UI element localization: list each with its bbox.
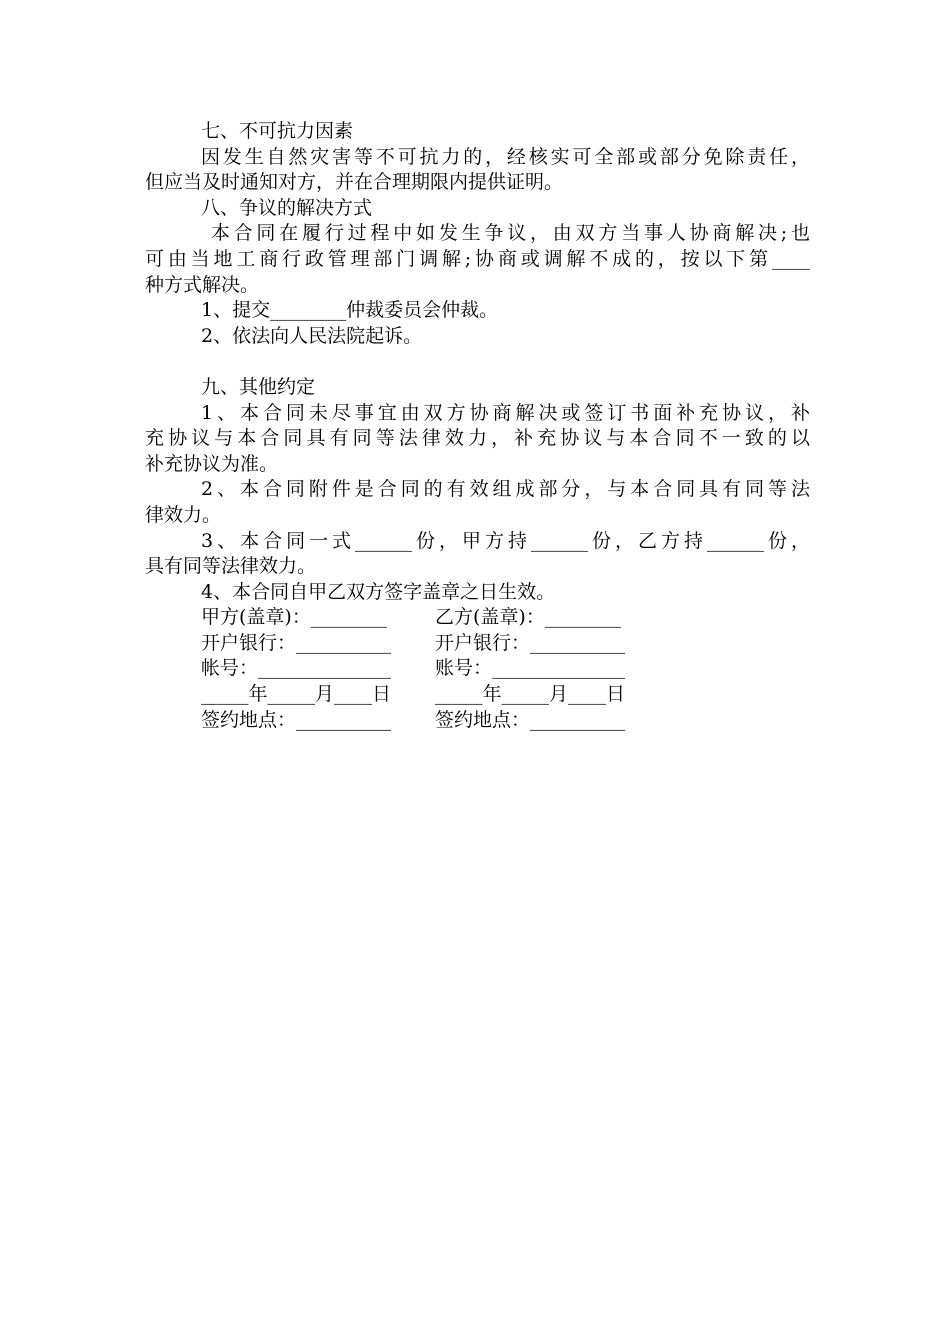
section-heading-dispute: 八、争议的解决方式 — [201, 196, 373, 219]
party-b-bank: 开户银行：__________ — [435, 631, 626, 654]
blank-line — [145, 349, 810, 375]
signature-row-date — [145, 682, 810, 708]
paragraph-line: 1、本合同未尽事宜由双方协商解决或签订书面补充协议，补 — [201, 401, 810, 424]
paragraph-line: 可由当地工商行政管理部门调解;协商或调解不成的，按以下第____ — [145, 247, 810, 270]
signature-row-place — [145, 708, 810, 734]
party-a-bank: 开户银行：__________ — [201, 631, 392, 654]
party-b-account: 账号：______________ — [435, 657, 626, 680]
party-a-date: _____年_____月____日 — [201, 683, 392, 706]
dispute-option: 1、提交________仲裁委员会仲裁。 — [201, 299, 499, 322]
signature-row-bank — [145, 631, 810, 657]
paragraph-line: 3、本合同一式______份，甲方持______份，乙方持______份， — [201, 529, 810, 552]
paragraph-line: 2、本合同附件是合同的有效组成部分，与本合同具有同等法 — [201, 478, 810, 501]
signature-row-account — [145, 656, 810, 682]
dispute-option: 2、依法向人民法院起诉。 — [201, 324, 423, 347]
signature-row-seal — [145, 605, 810, 631]
paragraph-line: 本合同在履行过程中如发生争议，由双方当事人协商解决;也 — [201, 222, 810, 245]
party-a-place: 签约地点：__________ — [201, 708, 392, 731]
party-b-date: _____年_____月____日 — [435, 683, 626, 706]
paragraph-line: 但应当及时通知对方，并在合理期限内提供证明。 — [145, 171, 564, 194]
paragraph-line: 补充协议为准。 — [145, 452, 279, 475]
party-a-account: 帐号：______________ — [201, 657, 392, 680]
section-heading-other: 九、其他约定 — [201, 375, 316, 398]
paragraph-line: 律效力。 — [145, 503, 222, 526]
paragraph-line: 因发生自然灾害等不可抗力的，经核实可全部或部分免除责任， — [201, 145, 810, 168]
party-a-seal: 甲方(盖章)：________ — [201, 606, 387, 629]
section-heading-force-majeure: 七、不可抗力因素 — [201, 120, 354, 142]
party-b-place: 签约地点：__________ — [435, 708, 626, 731]
paragraph-line: 具有同等法律效力。 — [145, 555, 317, 578]
party-b-seal: 乙方(盖章)：________ — [435, 606, 621, 629]
paragraph-line: 种方式解决。 — [145, 273, 260, 296]
paragraph-line: 4、本合同自甲乙双方签字盖章之日生效。 — [201, 580, 556, 603]
paragraph-line: 充协议与本合同具有同等法律效力，补充协议与本合同不一致的以 — [145, 427, 810, 450]
contract-page — [145, 119, 810, 733]
